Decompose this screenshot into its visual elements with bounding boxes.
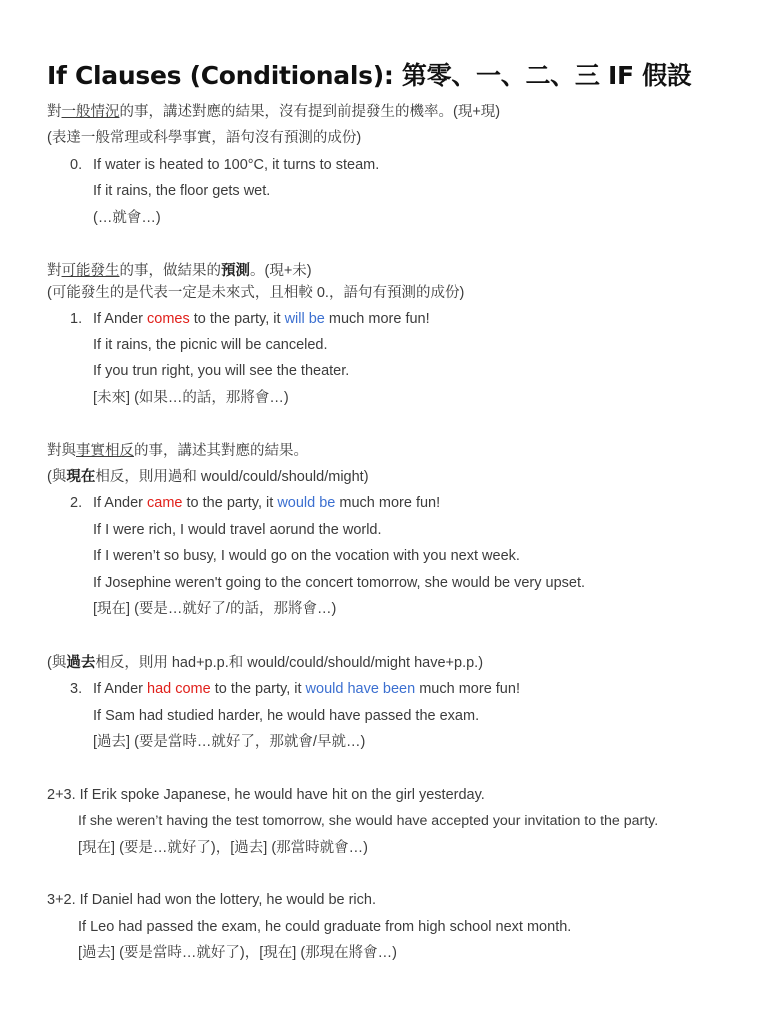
mixed-32-example-2: If Leo had passed the exam, he could graduate from high school next month. <box>78 919 572 935</box>
first-meaning: [未來] (如果…的話，那將會…) <box>93 390 289 406</box>
second-example-4: If Josephine weren't going to the concert tomorrow, she would be very upset. <box>93 575 586 591</box>
first-note: (可能發生的是代表一定是未來式，且相較 0.，語句有預測的成份) <box>47 285 465 301</box>
third-example-1: 3. If Ander had come to the party, it would have been much more fun! <box>70 681 520 697</box>
second-note: (與現在相反，則用過和 would/could/should/might) <box>47 469 369 485</box>
zero-note: (表達一般常理或科學事實，語句沒有預測的成份) <box>47 130 362 146</box>
first-example-1: 1. If Ander comes to the party, it will be much more fun! <box>70 311 430 327</box>
second-example-1: 2. If Ander came to the party, it would be much more fun! <box>70 495 441 511</box>
second-meaning: [現在] (要是…就好了/的話，那將會…) <box>93 601 337 617</box>
page-title: If Clauses (Conditionals): 第零、一、二、三 IF 假設 <box>47 61 692 90</box>
second-intro: 對與事實相反的事，講述其對應的結果。 <box>47 443 308 459</box>
first-example-3: If you trun right, you will see the theater. <box>93 363 350 379</box>
zero-example-2: If it rains, the floor gets wet. <box>93 183 271 199</box>
second-example-3: If I weren’t so busy, I would go on the vocation with you next week. <box>93 548 520 564</box>
first-example-2: If it rains, the picnic will be canceled. <box>93 337 328 353</box>
first-intro: 對可能發生的事，做結果的預測。(現+未) <box>47 263 312 279</box>
third-note: (與過去相反，則用 had+p.p.和 would/could/should/might have+p.p.) <box>47 655 484 671</box>
third-example-2: If Sam had studied harder, he would have passed the exam. <box>93 708 480 724</box>
mixed-23-meaning: [現在] (要是…就好了)，[過去] (那當時就會…) <box>78 840 368 856</box>
mixed-32-example-1: 3+2. If Daniel had won the lottery, he would be rich. <box>47 892 376 908</box>
mixed-23-example-2: If she weren’t having the test tomorrow, she would have accepted your invitation to the party. <box>78 813 659 829</box>
mixed-32-meaning: [過去] (要是當時…就好了)，[現在] (那現在將會…) <box>78 945 397 961</box>
zero-example-1: 0. If water is heated to 100°C, it turns to steam. <box>70 157 380 173</box>
zero-intro: 對一般情況的事，講述對應的結果，沒有提到前提發生的機率。(現+現) <box>47 104 501 120</box>
mixed-23-example-1: 2+3. If Erik spoke Japanese, he would have hit on the girl yesterday. <box>47 787 485 803</box>
zero-meaning: (…就會…) <box>93 210 161 226</box>
third-meaning: [過去] (要是當時…就好了，那就會/早就…) <box>93 734 366 750</box>
second-example-2: If I were rich, I would travel aorund the world. <box>93 522 382 538</box>
